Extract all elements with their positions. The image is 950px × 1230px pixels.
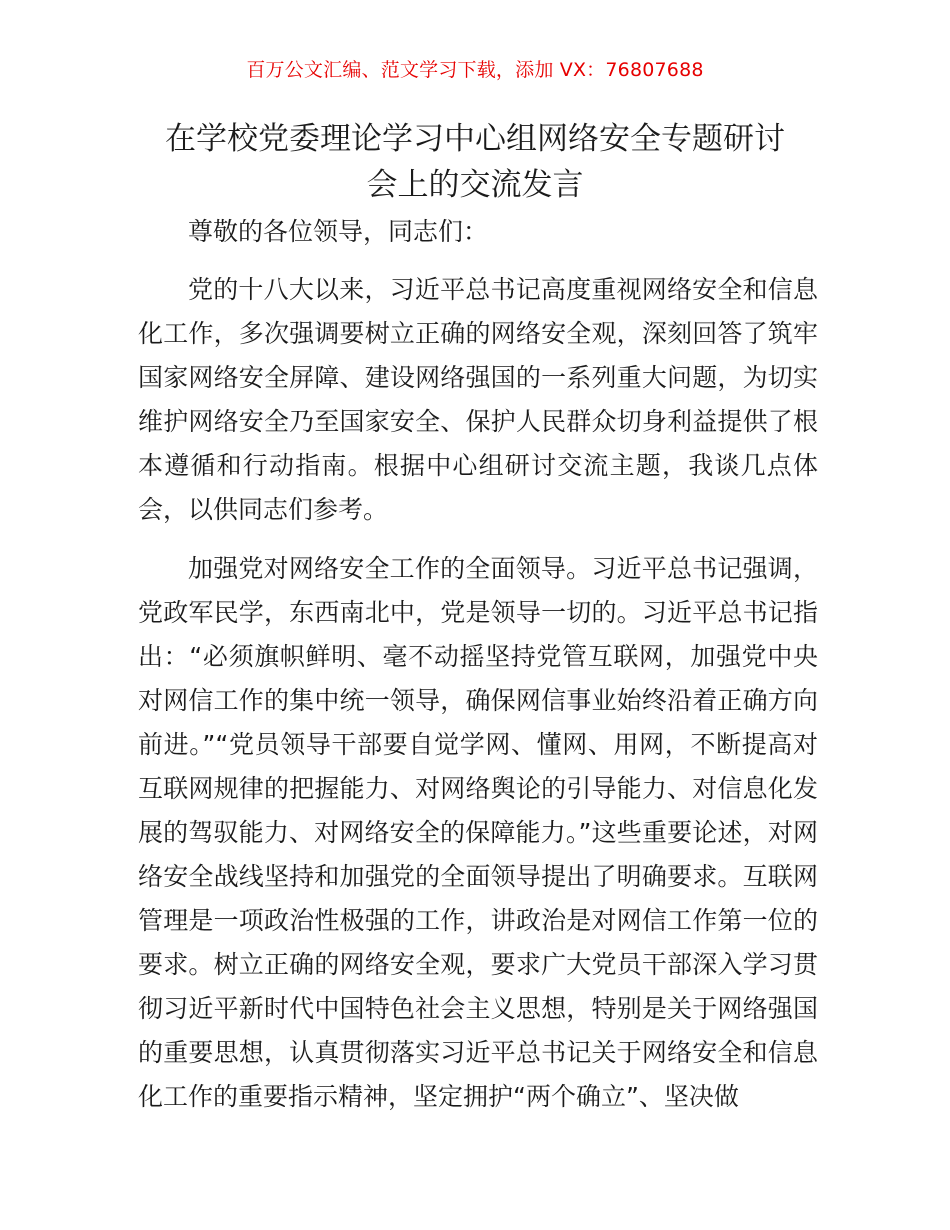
paragraph: 加强党对网络安全工作的全面领导。习近平总书记强调，党政军民学，东西南北中，党是领导一切的。习近平总书记指出：“必须旗帜鲜明、毫不动摇坚持党管互联网，加强党中央对网信工作的集中统一领导，确保网信事业始终沿着正确方向前进。”“党员领导干部要自觉学网、懂网、用网，不断提高对互联网规律的把握能力、对网络舆论的引导能力、对信息化发展的驾驭能力、对网络安全的保障能力。”这些重要论述，对网络安全战线坚持和加强党的全面领导提出了明确要求。互联网管理是一项政治性极强的工作，讲政治是对网信工作第一位的要求。树立正确的网络安全观，要求广大党员干部深入学习贯彻习近平新时代中国特色社会主义思想，特别是关于网络强国的重要思想，认真贯彻落实习近平总书记关于网络安全和信息化工作的重要指示精神，坚定拥护“两个确立”、坚决做 xyxy=(138,554,818,1111)
document-body xyxy=(138,210,818,1134)
document-title xyxy=(130,116,820,208)
title-line-1: 在学校党委理论学习中心组网络安全专题研讨 xyxy=(165,121,785,157)
watermark-banner: 百万公文汇编、范文学习下载，添加 VX：76807688 xyxy=(246,59,704,81)
paragraph: 党的十八大以来，习近平总书记高度重视网络安全和信息化工作，多次强调要树立正确的网络安全观，深刻回答了筑牢国家网络安全屏障、建设网络强国的一系列重大问题，为切实维护网络安全乃至国家安全、保护人民群众切身利益提供了根本遵循和行动指南。根据中心组研讨交流主题，我谈几点体会，以供同志们参考。 xyxy=(138,275,818,524)
greeting: 尊敬的各位领导，同志们： xyxy=(188,217,489,246)
title-line-2: 会上的交流发言 xyxy=(366,167,584,203)
